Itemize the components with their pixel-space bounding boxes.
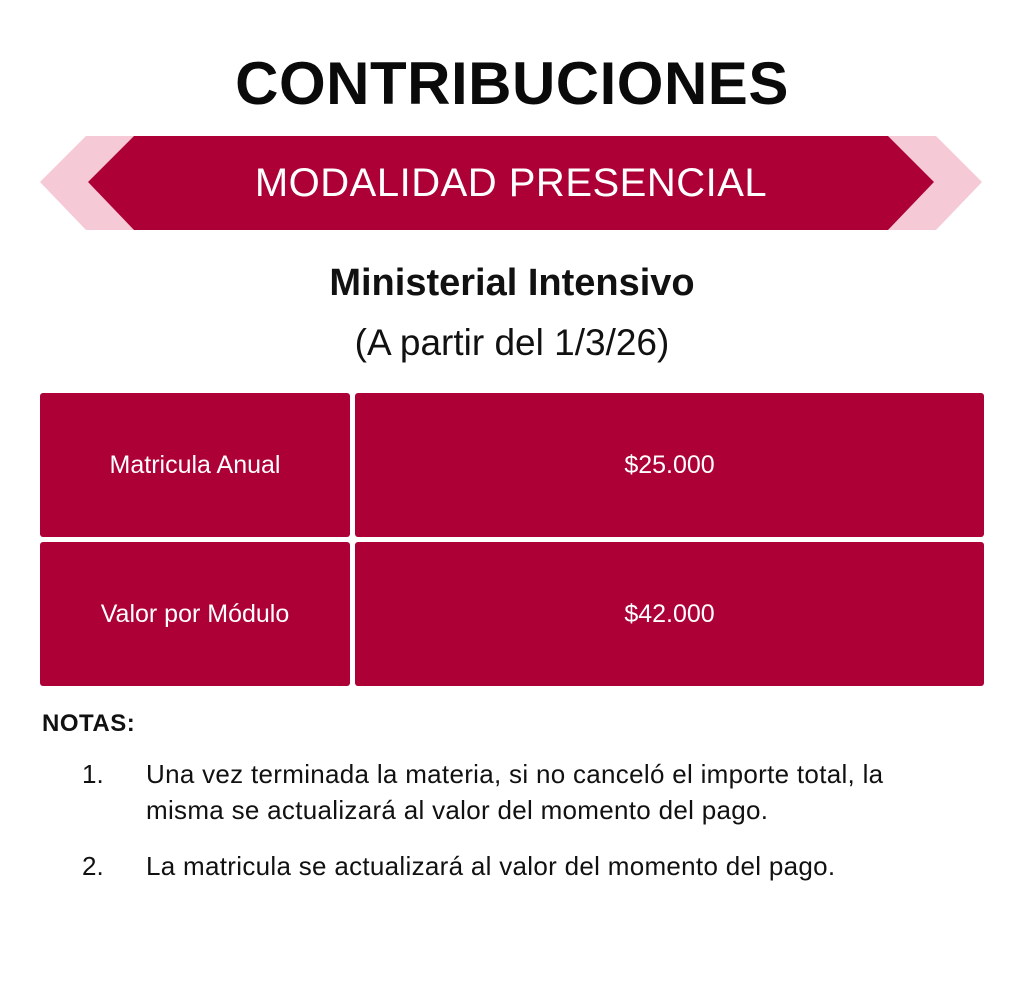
note-text: Una vez terminada la materia, si no canceló el importe total, la misma se actualizará al valor del momento del pago. [146, 759, 884, 825]
list-item [82, 756, 982, 828]
fee-value-cell: $42.000 [355, 542, 984, 686]
fee-value-cell: $25.000 [355, 393, 984, 537]
note-number: 2. [82, 851, 104, 881]
note-text: La matricula se actualizará al valor del momento del pago. [146, 851, 836, 881]
fee-label-cell: Valor por Módulo [40, 542, 350, 686]
table-row [40, 393, 984, 537]
list-item [82, 848, 982, 884]
banner-label: MODALIDAD PRESENCIAL [254, 161, 768, 205]
table-row [40, 542, 984, 686]
modality-banner [40, 136, 982, 230]
notes-list [82, 756, 982, 904]
note-number: 1. [82, 759, 104, 789]
effective-date: (A partir del 1/3/26) [354, 322, 670, 363]
notes-heading: NOTAS: [42, 710, 136, 737]
fee-label-cell: Matricula Anual [40, 393, 350, 537]
price-table [40, 393, 984, 686]
program-name: Ministerial Intensivo [329, 262, 695, 304]
page-title: CONTRIBUCIONES [235, 50, 789, 117]
